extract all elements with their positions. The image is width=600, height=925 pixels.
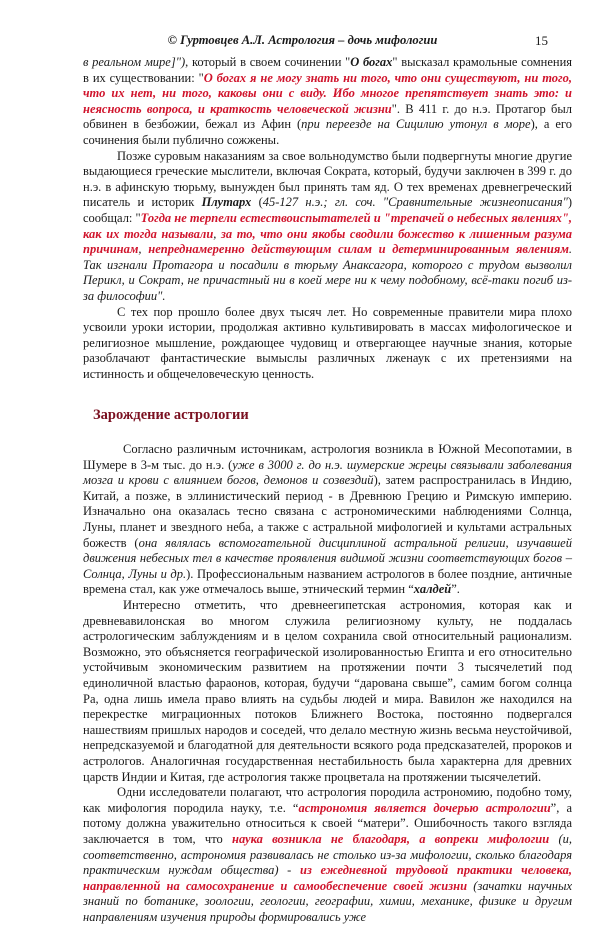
paragraph-egypt: Интересно отметить, что древнеегипетская астрономия, которая как и древневавилонская во многом служила религиозному культу, не поддалась астрологическим заблуждениям и в целом сохранила свой относительный рационализм. Возможно, это объясняется географической изолированностью Египта и его относительно устойчивым экономическим развитием на протяжении почти 3 тысячелетий под единоличной властью фараонов, которая, будучи “дарована свыше”, самим богом солнца Ра, одна лишь имела право влиять на судьбы людей и мира. Вавилон же находился на перекрестке миграционных потоков Ближнего Востока, постоянно подвергался нашествиям пришлых народов и соседей, что делало местную жизнь весьма неустойчивой, непредсказуемой и благодатной для деятельности всякого рода предсказателей, пророков и астрологов. Аналогичная государственная нестабильность была характерна для древних царств Индии и Китая, где астрология также процветала на протяжении тысячелетий. bbox=[83, 598, 572, 784]
text: , который в своем сочинении " bbox=[185, 55, 351, 69]
text: , bbox=[138, 242, 149, 257]
quote-highlight: Тогда не терпели естествоиспытателей и "трепачей о небесных явлениях", как их тогда называли bbox=[83, 210, 572, 241]
quote-highlight: за то, что они якобы сводили божество к лишенным разума причинам bbox=[83, 226, 573, 257]
text: ), затем распространилась в Индию, Китай, а позже, в эллинистический период - в Древнюю Грецию и Римскую империю. Изначально она оказалась тесно связана с астрономическими наблюдениями Солнца, Луны, планет и звездного неба, а также с астральной мифологией и культами астральных божеств ( bbox=[83, 473, 572, 550]
paragraph-origins bbox=[83, 442, 572, 598]
text: 45-127 н.э.; гл. соч. "Сравнительные жизнеописания" bbox=[262, 195, 568, 210]
quote-highlight: из ежедневной трудовой практики человека, направленной на самосохранение и самообеспечение своей жизни bbox=[83, 863, 572, 893]
paragraph-modern-rulers: С тех пор прошло более двух тысяч лет. Но современные правители мира плохо усвоили уроки истории, продолжая активно культивировать в массах мифологическое и религиозное мышление, рождающее чудовищ и отвергающее научные знания, которые разоблачают фантастические вымыслы различных лженаук с их претензиями на истинность и общечеловеческую ценность. bbox=[83, 304, 572, 381]
paragraph-protagoras bbox=[83, 55, 572, 149]
text: . Так изгнали Протагора и посадили в тюрьму Анаксагора, которого с трудом вызволил Перикл, и Сократ, не причастный ни в коей мере ни к чему подобному, всё-таки погиб из-за философии". bbox=[83, 242, 573, 303]
author-name: Плутарх bbox=[201, 195, 252, 210]
text: при переезде на Сицилию утонул в море bbox=[301, 117, 531, 132]
paragraph-plutarch bbox=[83, 149, 572, 305]
text: (зачатки научных знаний по ботанике, зоологии, геологии, географии, химии, механике, физике и другим направлениям изучения природы формировались уже bbox=[83, 878, 572, 924]
text: в реальном мире]") bbox=[83, 55, 186, 69]
text: ". В 411 г. до н.э. Протагор был обвинен в безбожии, бежал из Афин ( bbox=[83, 101, 572, 132]
text: ) сообщал: " bbox=[83, 195, 572, 225]
quote-highlight: астрономия является дочерью астрологии bbox=[298, 800, 551, 815]
text: Одни исследователи полагают, что астрология породила астрономию, подобно тому, как мифология породила науку, т.е. “ bbox=[83, 785, 572, 815]
text: (и, соответственно, астрономия развивалась не столько из-за мифологии, сколько благодаря практическим нуждам общества) - bbox=[83, 831, 572, 878]
running-header: © Гуртовцев А.Л. Астрология – дочь мифологии bbox=[167, 33, 438, 47]
book-title: О богах bbox=[350, 55, 393, 69]
text: ”, а потому должна уважительно относиться к своей “матери”. Ошибочность такого взгляда заключается в том, что bbox=[83, 800, 572, 846]
document-body bbox=[83, 55, 572, 925]
text: " высказал крамольные сомнения в их существовании: " bbox=[83, 55, 573, 85]
text: Согласно различным источникам, астрология возникла в Южной Месопотамии, в Шумере в 3-м тыс. до н.э. ( bbox=[83, 442, 572, 472]
text: ( bbox=[251, 195, 263, 210]
quote-highlight: наука возникла не благодаря, а вопреки мифологии bbox=[232, 831, 550, 846]
text: ”. bbox=[451, 582, 460, 597]
text: , bbox=[213, 226, 221, 241]
term: халдей bbox=[413, 582, 452, 597]
paragraph-researchers bbox=[83, 785, 572, 925]
quote-highlight: непреднамеренно действующим силам и детерминированным явлениям bbox=[148, 242, 569, 257]
page-number: 15 bbox=[535, 33, 548, 48]
text: уже в 3000 г. до н.э. шумерские жрецы связывали заболевания мозга и крови с влиянием богов, демонов и созвездий bbox=[83, 457, 572, 488]
quote-highlight: О богах я не могу знать ни того, что они существуют, ни того, что их нет, ни того, каковы они с виду. Ибо многое препятствует знать это: и неясность вопроса, и краткость человеческой жизни bbox=[83, 70, 572, 116]
text: Позже суровым наказаниям за свое вольнодумство были подвергнуты многие другие выдающиеся греческие мыслители, включая Сократа, который, будучи заключен в 399 г. до н.э. в афинскую тюрьму, вынужден был принять там яд. О тех временах древнегреческий писатель и историк bbox=[83, 148, 572, 210]
text: она являлась вспомогательной дисциплиной астральной религии, изучавшей движения небесных тел в качестве проявления видимой жизни соответствующих богов – Солнца, Луны и др. bbox=[83, 535, 572, 581]
text: ), а его сочинения были публично сожжены. bbox=[83, 117, 572, 147]
text: ). Профессиональным названием астрологов в более поздние, античные времена стал, как уже отмечалось выше, этнический термин “ bbox=[83, 566, 572, 597]
section-heading: Зарождение астрологии bbox=[93, 407, 249, 424]
